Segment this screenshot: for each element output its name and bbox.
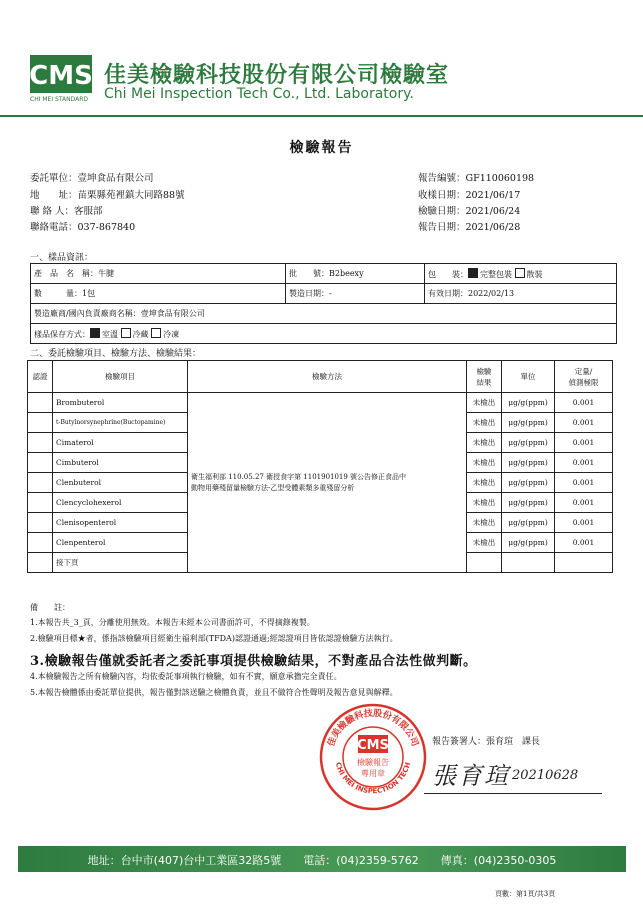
method-line-1: 衛生福利部 110.05.27 衛授食字第 1101901019 號公告修正食品中 (191, 472, 407, 481)
test-loq: 0.001 (555, 453, 613, 473)
cert-cell (28, 393, 53, 413)
svg-text:專用章: 專用章 (361, 769, 385, 778)
storage-method: 樣品保存方式： 室溫 冷藏 冷凍 (31, 324, 617, 344)
test-results-table (27, 360, 613, 573)
cert-cell (28, 513, 53, 533)
test-item: Clenisopenterol (53, 513, 188, 533)
client-contact: 聯 絡 人：客服部 (30, 206, 103, 217)
test-loq: 0.001 (555, 413, 613, 433)
test-loq: 0.001 (555, 393, 613, 413)
logo-subtitle: CHI MEI STANDARD (30, 96, 89, 103)
company-logo (30, 55, 92, 93)
table-row (28, 393, 613, 413)
company-seal (318, 702, 428, 812)
test-item: Clenpenterol (53, 533, 188, 553)
note-3: 3.檢驗報告僅就委託者之委託事項提供檢驗結果，不對產品合法性做判斷。 (30, 654, 477, 669)
tests-section-title: 二、委託檢驗項目、檢驗方法、檢驗結果： (30, 349, 202, 359)
report-number: 報告編號：GF110060198 (418, 173, 535, 184)
signature-line (424, 793, 602, 794)
manufacturer: 製造廠商/國內負責廠商名稱：壹坤食品有限公司 (31, 304, 617, 324)
company-name-zh: 佳美檢驗科技股份有限公司檢驗室 (104, 63, 450, 88)
test-loq: 0.001 (555, 513, 613, 533)
signature: 張育瑄 (432, 762, 510, 790)
continue-next-page: 接下頁 (53, 553, 188, 573)
method-line-2: 動物用藥殘留量檢驗方法-乙型受體素類多重殘留分析 (191, 483, 355, 492)
product-name: 產 品 名 稱：牛腱 (31, 264, 286, 284)
test-loq: 0.001 (555, 433, 613, 453)
quantity: 數 量：1包 (31, 284, 286, 304)
header-method: 檢驗方法 (188, 361, 467, 393)
checkbox-checked-icon (468, 268, 478, 278)
page-title: 檢驗報告 (289, 140, 354, 156)
test-unit: μg/g(ppm) (502, 433, 555, 453)
company-name-en: Chi Mei Inspection Tech Co., Ltd. Laboratory. (104, 86, 414, 102)
header-loq: 定量/ 偵測極限 (555, 361, 613, 393)
expiry-date: 有效日期：2022/02/13 (425, 284, 617, 304)
report-date: 報告日期：2021/06/28 (418, 222, 521, 233)
test-result: 未檢出 (467, 473, 502, 493)
client-phone: 聯絡電話：037-867840 (30, 222, 136, 233)
sample-info-table (30, 263, 617, 344)
note-5: 5.本報告檢體係由委託單位提供，報告僅對該送驗之檢體負責，並且不做符合性聲明及報告意見與解釋。 (30, 688, 398, 697)
test-result: 未檢出 (467, 393, 502, 413)
svg-text:檢驗報告: 檢驗報告 (357, 758, 389, 767)
note-1: 1.本報告共_3_頁，分離使用無效。本報告未經本公司書面許可，不得摘錄複製。 (30, 618, 315, 627)
empty-cell (502, 553, 555, 573)
signer-label: 報告簽署人：張育瑄 課長 (432, 737, 541, 747)
page-number: 頁數：第1頁/共3頁 (495, 890, 556, 898)
test-method (188, 393, 467, 573)
test-loq: 0.001 (555, 473, 613, 493)
empty-cell (467, 553, 502, 573)
test-result: 未檢出 (467, 533, 502, 553)
checkbox-empty-icon (151, 328, 161, 338)
batch-number: 批 號：B2beexy (286, 264, 425, 284)
test-loq: 0.001 (555, 533, 613, 553)
header-result: 檢驗 結果 (467, 361, 502, 393)
note-4: 4.本檢驗報告之所有檢驗內容，均依委託事項執行檢驗，如有不實，願意承擔完全責任。 (30, 672, 342, 681)
cert-cell (28, 413, 53, 433)
test-result: 未檢出 (467, 453, 502, 473)
manufacture-date: 製造日期：- (286, 284, 425, 304)
cert-cell (28, 493, 53, 513)
test-item: Cimbuterol (53, 453, 188, 473)
test-item: t-Butylnorsynephrine(Buctopamine) (53, 413, 188, 433)
svg-text:CMS: CMS (357, 738, 389, 753)
notes-label: 備 註： (30, 603, 70, 612)
test-item: Cimaterol (53, 433, 188, 453)
cert-cell (28, 553, 53, 573)
test-unit: μg/g(ppm) (502, 513, 555, 533)
test-result: 未檢出 (467, 413, 502, 433)
header-item: 檢驗項目 (53, 361, 188, 393)
header-divider (0, 115, 643, 117)
test-result: 未檢出 (467, 433, 502, 453)
checkbox-empty-icon (121, 328, 131, 338)
test-item: Brombuterol (53, 393, 188, 413)
test-unit: μg/g(ppm) (502, 413, 555, 433)
test-result: 未檢出 (467, 513, 502, 533)
signature-date: 20210628 (512, 768, 579, 783)
svg-text:CMS: CMS (30, 61, 92, 91)
client-address: 地 址：苗栗縣苑裡鎮大同路88號 (30, 190, 185, 201)
client-unit: 委託單位：壹坤食品有限公司 (30, 173, 154, 184)
test-loq: 0.001 (555, 493, 613, 513)
svg-text:CHI MEI INSPECTION TECH: CHI MEI INSPECTION TECH (333, 761, 413, 796)
header-cert: 認證 (28, 361, 53, 393)
test-unit: μg/g(ppm) (502, 533, 555, 553)
cert-cell (28, 533, 53, 553)
empty-cell (555, 553, 613, 573)
test-result: 未檢出 (467, 493, 502, 513)
header-unit: 單位 (502, 361, 555, 393)
checkbox-checked-icon (90, 328, 100, 338)
footer-address: 地址：台中市(407)台中工業區32路5號 電話：(04)2359-5762 傳真：(04)2350-0305 (87, 854, 557, 867)
sample-section-title: 一、樣品資訊： (30, 253, 94, 263)
checkbox-empty-icon (515, 268, 525, 278)
note-2: 2.檢驗項目標★者，係指該檢驗項目經衛生福利部(TFDA)認證通過;經認證項目皆依認證檢驗方法執行。 (30, 634, 398, 643)
cert-cell (28, 453, 53, 473)
cert-cell (28, 473, 53, 493)
test-unit: μg/g(ppm) (502, 453, 555, 473)
test-unit: μg/g(ppm) (502, 473, 555, 493)
test-unit: μg/g(ppm) (502, 493, 555, 513)
receive-date: 收樣日期：2021/06/17 (418, 190, 521, 201)
test-date: 檢驗日期：2021/06/24 (418, 206, 521, 217)
cert-cell (28, 433, 53, 453)
test-item: Clencyclohexerol (53, 493, 188, 513)
test-unit: μg/g(ppm) (502, 393, 555, 413)
svg-text:佳美檢驗科技股份有限公司: 佳美檢驗科技股份有限公司 (326, 708, 420, 748)
test-item: Clenbuterol (53, 473, 188, 493)
packaging: 包 裝： 完整包裝 散裝 (425, 264, 617, 284)
